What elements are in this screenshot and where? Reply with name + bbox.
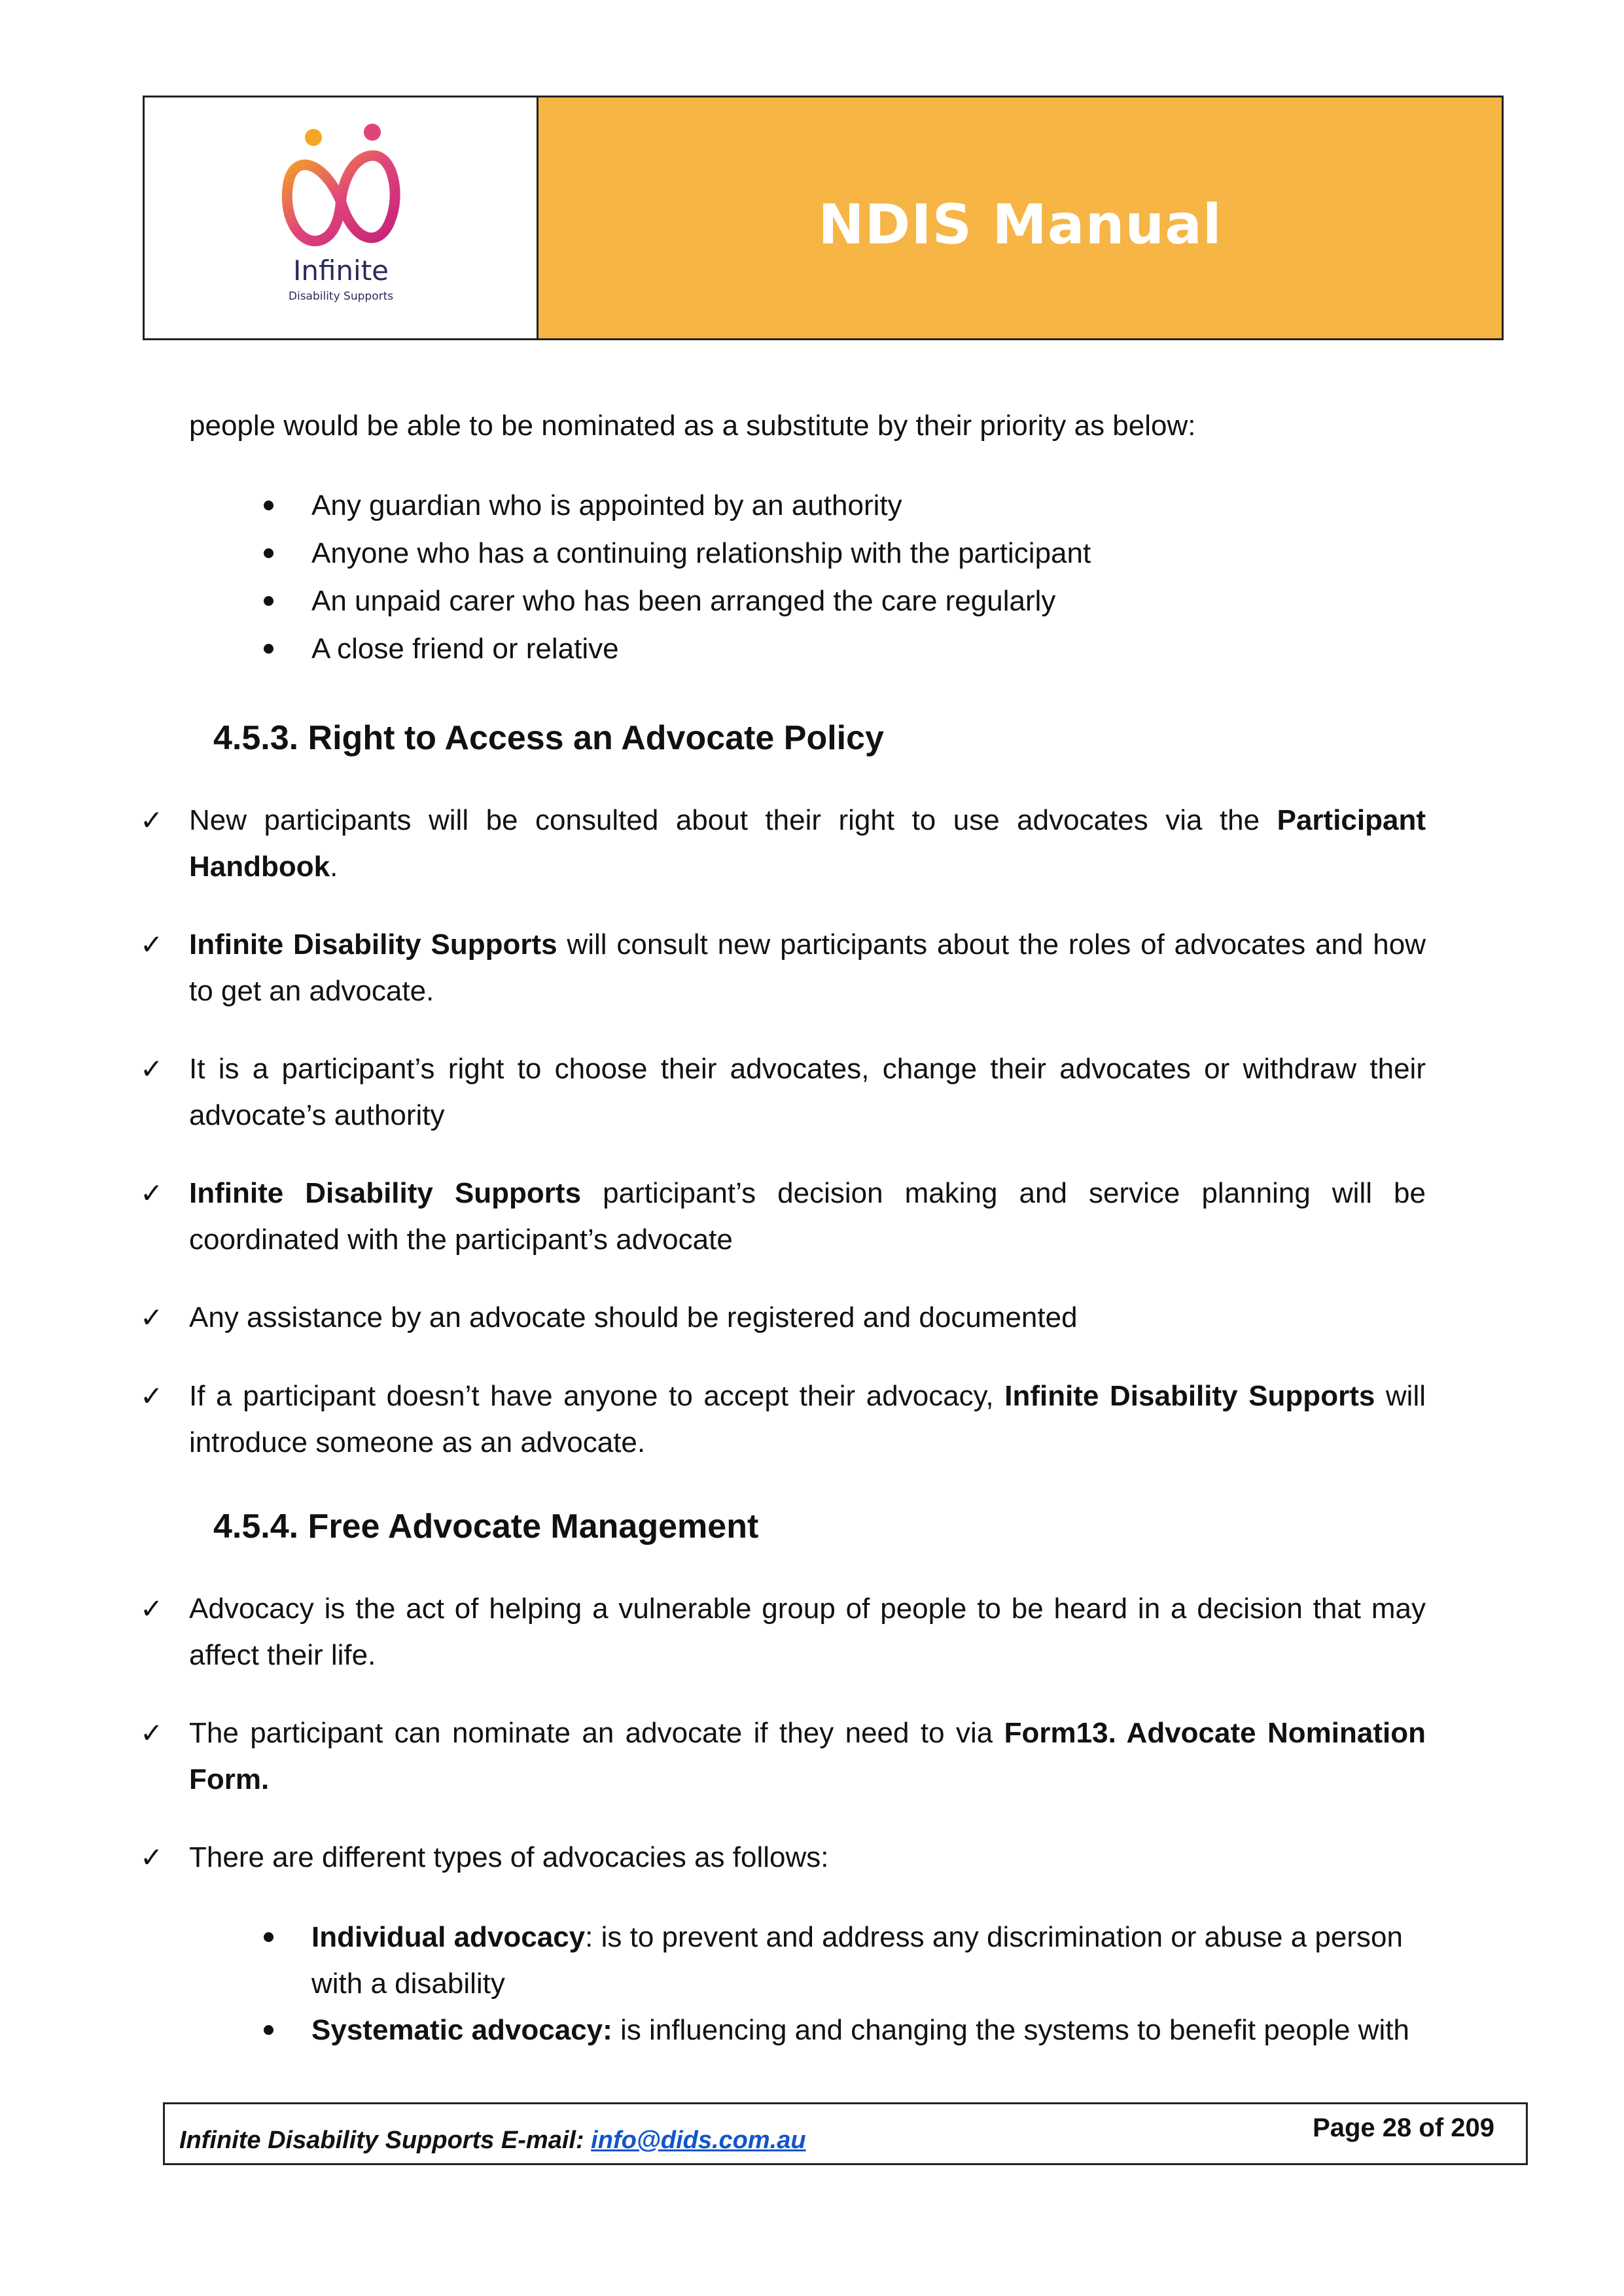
intro-bullet-2: Anyone who has a continuing relationship with the participant: [311, 530, 1425, 576]
intro-bullet-1: Any guardian who is appointed by an authority: [311, 482, 1425, 529]
page-header: [143, 96, 1504, 340]
logo-subtitle: Disability Supports: [288, 290, 393, 303]
check-item: ✓ New participants will be consulted about their right to use advocates via the Participant Handbook.: [189, 797, 1426, 890]
email-link[interactable]: info@dids.com.au: [591, 2127, 806, 2154]
check-item: ✓ Any assistance by an advocate should be registered and documented: [189, 1294, 1426, 1341]
section-heading-free-advocate: 4.5.4. Free Advocate Management: [213, 1508, 759, 1545]
infinite-logo: [262, 123, 419, 313]
page-footer: [163, 2102, 1528, 2165]
check-item: ✓ It is a participant’s right to choose their advocates, change their advocates or withdraw their advocate’s authority: [189, 1046, 1426, 1139]
footer-contact: [179, 2127, 806, 2155]
checkmark-icon: ✓: [140, 1053, 164, 1084]
advocacy-type-systematic: Systematic advocacy: is influencing and changing the systems to benefit people with: [311, 2007, 1425, 2053]
checkmark-icon: ✓: [140, 929, 164, 960]
check-item: ✓ Advocacy is the act of helping a vulnerable group of people to be heard in a decision that may affect their life.: [189, 1585, 1426, 1678]
intro-bullet-4: A close friend or relative: [311, 626, 1425, 672]
footer-label: Infinite Disability Supports E-mail:: [179, 2127, 591, 2154]
checkmark-icon: ✓: [140, 805, 164, 836]
page-title: NDIS Manual: [818, 192, 1222, 256]
page-number: Page 28 of 209: [1313, 2113, 1494, 2142]
check-item: ✓ Infinite Disability Supports participant’s decision making and service planning will be coordinated with the participant’s advocate: [189, 1170, 1426, 1263]
section-heading-right-to-access: 4.5.3. Right to Access an Advocate Policy: [213, 719, 884, 757]
check-item: ✓ There are different types of advocacies as follows:: [189, 1834, 1426, 1881]
checkmark-icon: ✓: [140, 1302, 164, 1333]
check-item: ✓ If a participant doesn’t have anyone to accept their advocacy, Infinite Disability Supports will introduce someone as an advocate.: [189, 1373, 1426, 1466]
check-item: ✓ Infinite Disability Supports will consult new participants about the roles of advocates and how to get an advocate.: [189, 921, 1426, 1014]
intro-bullet-3: An unpaid carer who has been arranged the care regularly: [311, 578, 1425, 624]
logo-name: Infinite: [292, 255, 389, 287]
checkmark-icon: ✓: [140, 1593, 164, 1624]
checkmark-icon: ✓: [140, 1381, 164, 1411]
checkmark-icon: ✓: [140, 1842, 164, 1873]
intro-paragraph: people would be able to be nominated as a substitute by their priority as below:: [189, 410, 1196, 442]
checkmark-icon: ✓: [140, 1718, 164, 1748]
check-item: ✓ The participant can nominate an advocate if they need to via Form13. Advocate Nomination Form.: [189, 1710, 1426, 1803]
logo-cell: [145, 97, 538, 338]
title-banner: [538, 97, 1502, 338]
advocacy-type-individual: Individual advocacy: is to prevent and address any discrimination or abuse a person with a disability: [311, 1914, 1425, 2007]
checkmark-icon: ✓: [140, 1178, 164, 1209]
